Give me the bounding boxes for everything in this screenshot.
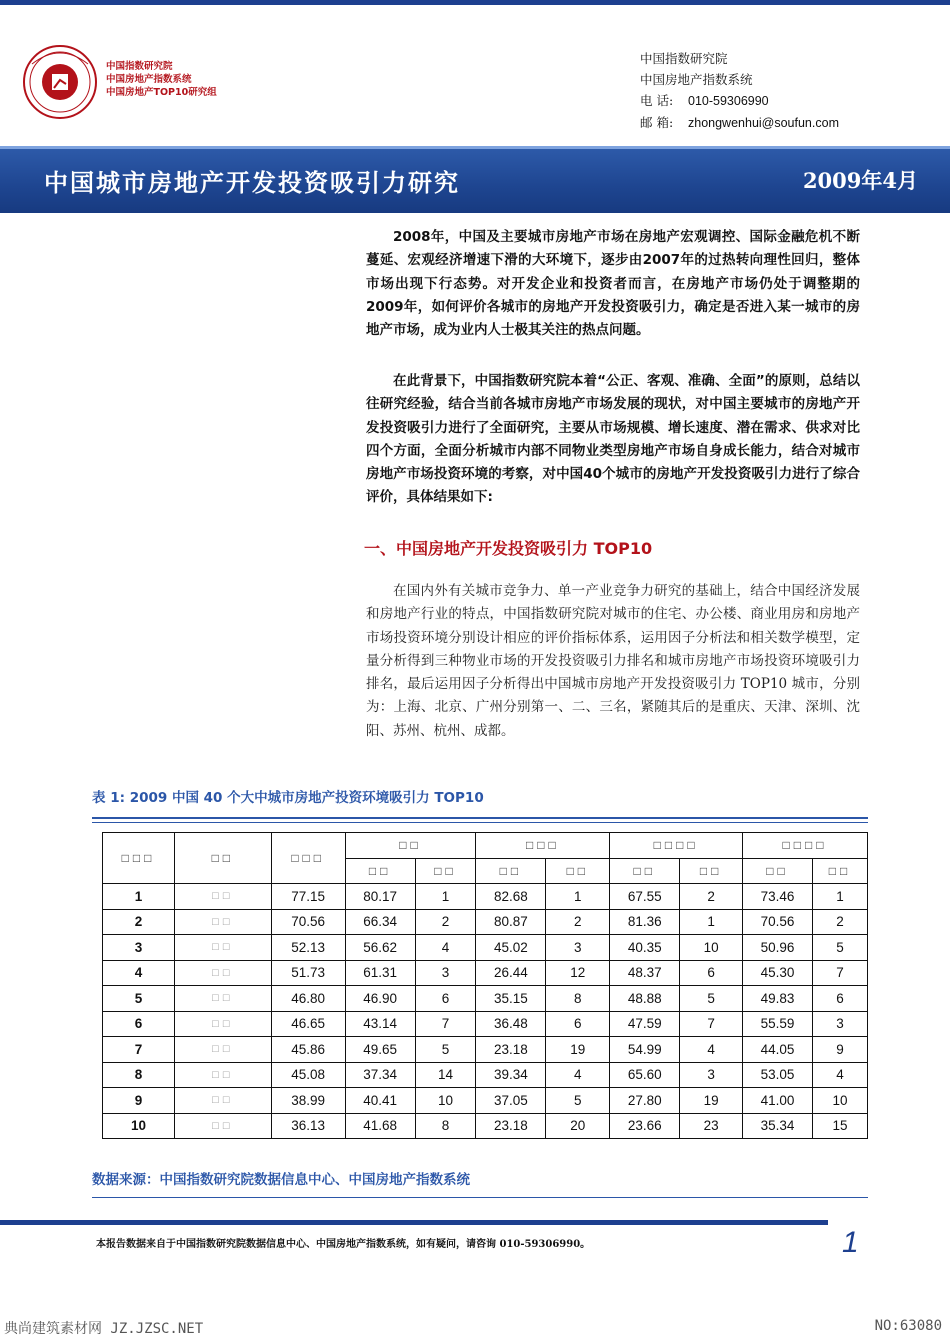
cell-c1: 40.41 [345, 1088, 415, 1114]
watermark-left: 典尚建筑素材网 JZ.JZSC.NET [4, 1321, 204, 1337]
cell-total: 51.73 [271, 960, 345, 986]
cell-c1: 80.17 [345, 884, 415, 910]
cell-city: □□ [174, 1062, 271, 1088]
org-lines [106, 60, 217, 99]
intro-paragraph-1: 2008年，中国及主要城市房地产市场在房地产宏观调控、国际金融危机不断蔓延、宏观经济增速下滑的大环境下，逐步由2007年的过热转向理性回归，整体市场出现下行态势。对开发企业和投资者而言，在房地产市场仍处于调整期的2009年，如何评价各城市的房地产开发投资吸引力，确定是否进入某一城市的房地产市场，成为业内人士极其关注的热点问题。 [366, 229, 860, 339]
cell-r3: 10 [680, 935, 743, 961]
cell-c3: 47.59 [610, 1011, 680, 1037]
cell-c3: 27.80 [610, 1088, 680, 1114]
cell-rank: 2 [103, 909, 175, 935]
cell-rank: 6 [103, 1011, 175, 1037]
cell-r1: 1 [415, 884, 476, 910]
header-cell: □□□□ [610, 833, 743, 859]
table-row [103, 1011, 868, 1037]
cell-rank: 4 [103, 960, 175, 986]
top10-table [102, 832, 868, 1139]
cell-c4: 53.05 [743, 1062, 813, 1088]
cell-r3: 7 [680, 1011, 743, 1037]
cell-r2: 20 [546, 1113, 610, 1139]
org-line: 中国房地产TOP10研究组 [106, 87, 217, 98]
email-label: 邮 箱: [640, 115, 674, 130]
cell-rank: 8 [103, 1062, 175, 1088]
cell-c2: 26.44 [476, 960, 546, 986]
cell-c2: 82.68 [476, 884, 546, 910]
cell-r2: 2 [546, 909, 610, 935]
cell-c3: 65.60 [610, 1062, 680, 1088]
subheader-cell: □□ [812, 858, 867, 884]
table-row [103, 1062, 868, 1088]
cell-c4: 44.05 [743, 1037, 813, 1063]
top-rule [0, 0, 950, 5]
cell-c2: 80.87 [476, 909, 546, 935]
cell-c2: 35.15 [476, 986, 546, 1012]
cell-c1: 43.14 [345, 1011, 415, 1037]
cell-r4: 1 [812, 884, 867, 910]
header-cell: □□□□ [743, 833, 868, 859]
cell-total: 46.65 [271, 1011, 345, 1037]
cell-total: 46.80 [271, 986, 345, 1012]
section-heading: 一、中国房地产开发投资吸引力 TOP10 [364, 539, 653, 558]
data-source: 数据来源：中国指数研究院数据信息中心、中国房地产指数系统 [92, 1172, 470, 1188]
cell-c4: 49.83 [743, 986, 813, 1012]
subheader-cell: □□ [415, 858, 476, 884]
cell-r2: 5 [546, 1088, 610, 1114]
cell-total: 45.08 [271, 1062, 345, 1088]
cell-r3: 1 [680, 909, 743, 935]
title-band [0, 146, 950, 213]
cell-city: □□ [174, 1113, 271, 1139]
contact-org1: 中国指数研究院 [640, 51, 728, 66]
cell-c1: 61.31 [345, 960, 415, 986]
cell-c1: 56.62 [345, 935, 415, 961]
header-cell: □□□ [103, 833, 175, 884]
cell-r2: 1 [546, 884, 610, 910]
cell-c4: 50.96 [743, 935, 813, 961]
cell-r3: 3 [680, 1062, 743, 1088]
table-row [103, 884, 868, 910]
table-row [103, 1088, 868, 1114]
cell-city: □□ [174, 909, 271, 935]
footer-rule [0, 1220, 828, 1225]
cell-c4: 45.30 [743, 960, 813, 986]
cell-c3: 23.66 [610, 1113, 680, 1139]
org-line: 中国房地产指数系统 [106, 74, 192, 85]
page-number: 1 [842, 1226, 859, 1259]
cell-r1: 5 [415, 1037, 476, 1063]
cell-c2: 39.34 [476, 1062, 546, 1088]
cell-c4: 41.00 [743, 1088, 813, 1114]
table-row [103, 960, 868, 986]
cell-r1: 8 [415, 1113, 476, 1139]
cell-c2: 37.05 [476, 1088, 546, 1114]
subheader-cell: □□ [680, 858, 743, 884]
cell-total: 45.86 [271, 1037, 345, 1063]
cell-c3: 54.99 [610, 1037, 680, 1063]
cell-r2: 4 [546, 1062, 610, 1088]
cell-r4: 5 [812, 935, 867, 961]
report-title: 中国城市房地产开发投资吸引力研究 [44, 168, 460, 197]
cell-city: □□ [174, 1088, 271, 1114]
cell-city: □□ [174, 1011, 271, 1037]
cell-rank: 10 [103, 1113, 175, 1139]
cell-c1: 41.68 [345, 1113, 415, 1139]
header-cell: □□ [174, 833, 271, 884]
cell-c4: 35.34 [743, 1113, 813, 1139]
cell-rank: 7 [103, 1037, 175, 1063]
subheader-cell: □□ [476, 858, 546, 884]
cell-r3: 5 [680, 986, 743, 1012]
cell-r4: 6 [812, 986, 867, 1012]
org-line: 中国指数研究院 [106, 61, 173, 72]
cell-r2: 19 [546, 1037, 610, 1063]
cell-r3: 19 [680, 1088, 743, 1114]
cell-rank: 9 [103, 1088, 175, 1114]
cell-rank: 3 [103, 935, 175, 961]
caption-rule-thin [92, 822, 868, 823]
email-value[interactable]: zhongwenhui@soufun.com [688, 116, 839, 130]
cell-r1: 10 [415, 1088, 476, 1114]
table-caption: 表 1: 2009 中国 40 个大中城市房地产投资环境吸引力 TOP10 [92, 790, 484, 806]
china-index-academy-logo [22, 44, 98, 120]
cell-r3: 23 [680, 1113, 743, 1139]
header-cell: □□□ [271, 833, 345, 884]
contact-org2: 中国房地产指数系统 [640, 72, 753, 87]
intro-paragraph-2: 在此背景下，中国指数研究院本着“公正、客观、准确、全面”的原则，总结以往研究经验，结合当前各城市房地产市场发展的现状，对中国主要城市的房地产开发投资吸引力进行了全面研究，主要从市场规模、增长速度、潜在需求、供求对比四个方面，全面分析城市内部不同物业类型房地产市场自身成长能力，结合对城市房地产市场投资环境的考察，对中国40个城市的房地产开发投资吸引力进行了综合评价，具体结果如下: [366, 373, 860, 506]
cell-r4: 15 [812, 1113, 867, 1139]
cell-r4: 4 [812, 1062, 867, 1088]
cell-rank: 5 [103, 986, 175, 1012]
header-cell: □□□ [476, 833, 610, 859]
table-row [103, 909, 868, 935]
cell-c1: 46.90 [345, 986, 415, 1012]
cell-c3: 48.88 [610, 986, 680, 1012]
cell-r2: 8 [546, 986, 610, 1012]
table-row [103, 986, 868, 1012]
footer-note: 本报告数据来自于中国指数研究院数据信息中心、中国房地产指数系统，如有疑问，请咨询 010-59306990。 [96, 1239, 591, 1250]
subheader-cell: □□ [546, 858, 610, 884]
cell-r1: 7 [415, 1011, 476, 1037]
phone-value: 010-59306990 [688, 94, 769, 108]
contact-phone-row [640, 90, 839, 112]
cell-r4: 3 [812, 1011, 867, 1037]
subheader-cell: □□ [610, 858, 680, 884]
table-row [103, 935, 868, 961]
cell-city: □□ [174, 986, 271, 1012]
cell-r4: 9 [812, 1037, 867, 1063]
cell-r2: 3 [546, 935, 610, 961]
cell-r2: 6 [546, 1011, 610, 1037]
cell-city: □□ [174, 884, 271, 910]
cell-city: □□ [174, 1037, 271, 1063]
cell-r1: 14 [415, 1062, 476, 1088]
cell-total: 52.13 [271, 935, 345, 961]
cell-r4: 7 [812, 960, 867, 986]
cell-city: □□ [174, 960, 271, 986]
cell-r3: 6 [680, 960, 743, 986]
cell-c2: 23.18 [476, 1113, 546, 1139]
cell-c3: 48.37 [610, 960, 680, 986]
cell-rank: 1 [103, 884, 175, 910]
cell-total: 77.15 [271, 884, 345, 910]
table-row [103, 1113, 868, 1139]
subheader-cell: □□ [345, 858, 415, 884]
cell-total: 38.99 [271, 1088, 345, 1114]
contact-block [640, 48, 839, 134]
cell-r1: 6 [415, 986, 476, 1012]
cell-r1: 3 [415, 960, 476, 986]
cell-c3: 40.35 [610, 935, 680, 961]
report-date: 2009年4月 [802, 168, 918, 193]
cell-c4: 70.56 [743, 909, 813, 935]
cell-total: 36.13 [271, 1113, 345, 1139]
cell-total: 70.56 [271, 909, 345, 935]
cell-c2: 45.02 [476, 935, 546, 961]
cell-c2: 23.18 [476, 1037, 546, 1063]
cell-city: □□ [174, 935, 271, 961]
table-header-row [103, 833, 868, 859]
watermark-right: NO:63080 [874, 1318, 942, 1334]
cell-c4: 55.59 [743, 1011, 813, 1037]
cell-c4: 73.46 [743, 884, 813, 910]
phone-label: 电 话: [640, 93, 674, 108]
table-row [103, 1037, 868, 1063]
cell-c1: 37.34 [345, 1062, 415, 1088]
cell-c3: 81.36 [610, 909, 680, 935]
cell-r1: 4 [415, 935, 476, 961]
cell-r4: 10 [812, 1088, 867, 1114]
method-paragraph: 在国内外有关城市竞争力、单一产业竞争力研究的基础上，结合中国经济发展和房地产行业的特点，中国指数研究院对城市的住宅、办公楼、商业用房和房地产市场投资环境分别设计相应的评价指标体系，运用因子分析法和相关数学模型，定量分析得到三种物业市场的开发投资吸引力排名和城市房地产市场投资环境吸引力排名，最后运用因子分析得出中国城市房地产开发投资吸引力 TOP10 城市，分别为：上海、北京、广州分别第一、二、三名，紧随其后的是重庆、天津、深圳、沈阳、苏州、杭州、成都。 [366, 583, 860, 739]
cell-r1: 2 [415, 909, 476, 935]
cell-c3: 67.55 [610, 884, 680, 910]
cell-c1: 49.65 [345, 1037, 415, 1063]
cell-r2: 12 [546, 960, 610, 986]
cell-r3: 4 [680, 1037, 743, 1063]
cell-r3: 2 [680, 884, 743, 910]
cell-c1: 66.34 [345, 909, 415, 935]
caption-rule [92, 817, 868, 819]
cell-r4: 2 [812, 909, 867, 935]
header-cell: □□ [345, 833, 476, 859]
subheader-cell: □□ [743, 858, 813, 884]
contact-email-row [640, 112, 839, 134]
cell-c2: 36.48 [476, 1011, 546, 1037]
source-rule [92, 1197, 868, 1198]
